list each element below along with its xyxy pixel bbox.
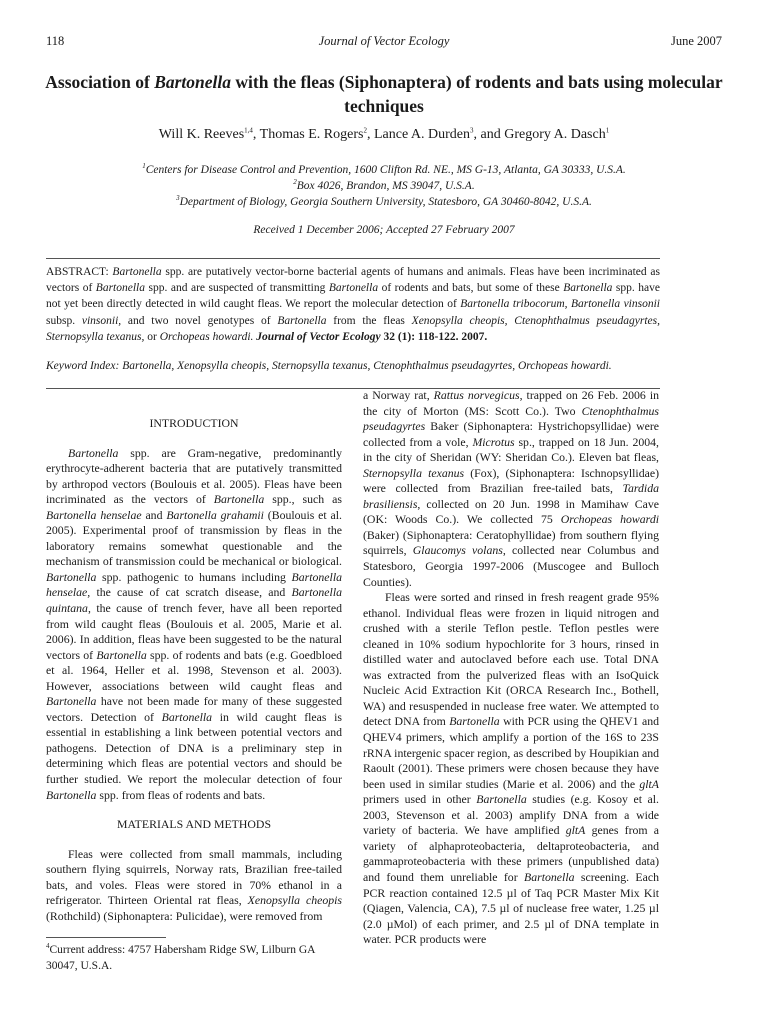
methods-continued-paragraph: a Norway rat, Rattus norvegicus, trapped on 26 Feb. 2006 in the city of Morton (MS: Scott Co.). Two Ctenophthalmus pseudagyrtes Baker (Siphonaptera: Hystrichopsyllidae) were collected from a vole, Microtus sp., trapped on 18 Jun. 2004, in the city of Sheridan (WY: Sheridan Co.). Eleven bat fleas, Sternopsylla texanus (Fox), (Siphonaptera: Ischnopsyllidae) were collected from Brazilian free-tailed bats, Tardida brasiliensis, collected on 20 Jun. 1998 in Mamihaw Cave (OK: Woods Co.). We collected 75 Orchopeas howardi (Baker) (Siphonaptera: Ceratophyllidae) from southern flying squirrels, Glaucomys volans, collected near Columbus and Statesboro, Georgia 1997-2006 (Muscogee and Bulloch Counties). (363, 388, 660, 589)
received-dates: Received 1 December 2006; Accepted 27 February 2007 (253, 224, 515, 236)
abstract: ABSTRACT: Bartonella spp. are putatively vector-borne bacterial agents of humans and animals. Fleas have been incriminated as vectors of Bartonella spp. and are suspected of transmitting Bartonella of rodents and bats, but some of these Bartonella spp. have not yet been directly detected in wild caught fleas. We report the molecular detection of Bartonella tribocorum, Bartonella vinsonii subsp. vinsonii, and two novel genotypes of Bartonella from the fleas Xenopsylla cheopis, Ctenophthalmus pseudagyrtes, Sternopsylla texanus, or Orchopeas howardi. Journal of Vector Ecology 32 (1): 118-122. 2007. (46, 266, 660, 343)
running-header (46, 34, 722, 52)
affiliation-1: $^1$Centers for Disease Control and Prevention, 1600 Clifton Rd. NE., MS G-13, Atlanta, GA 30333, U.S.A. (142, 162, 626, 176)
abstract-top-rule (46, 258, 660, 259)
paper-title: Association of Bartonella with the fleas (Siphonaptera) of rodents and bats using molecular techniques (45, 72, 723, 116)
affiliations (40, 162, 728, 210)
affiliation-3: $^3$Department of Biology, Georgia Southern University, Statesboro, GA 30460-8042, U.S.A. (176, 194, 592, 208)
methods-paragraph: Fleas were collected from small mammals, including southern flying squirrels, Norway rats, Brazilian free-tailed bats, and voles. Fleas were stored in 70% ethanol in a refrigerator. Thirteen Oriental rat fleas, Xenopsylla cheopis (Rothchild) (Siphonaptera: Pulicidae), were removed from (46, 846, 342, 923)
journal-name: Journal of Vector Ecology (318, 34, 450, 48)
introduction-heading: INTRODUCTION (149, 416, 239, 430)
footnote: $^4$Current address: 4757 Habersham Ridge SW, Lilburn GA 30047, U.S.A. (46, 942, 315, 972)
author-list: Will K. Reeves$^{1,4}$, Thomas E. Rogers$^2$, Lance A. Durden$^3$, and Gregory A. Dasch$^1$ (158, 126, 610, 142)
right-column (363, 388, 659, 948)
page-number: 118 (46, 34, 65, 48)
issue-date: June 2007 (670, 34, 722, 48)
footnote-rule (46, 937, 166, 938)
dna-extraction-paragraph: Fleas were sorted and rinsed in fresh reagent grade 95% ethanol. Individual fleas were frozen in liquid nitrogen and crushed with a sterile Teflon pestle. Teflon pestles were cleaned in 10% sodium hypochlorite for 3 hours, rinsed in distilled water and autoclaved before each use. Total DNA was extracted from the pulverized fleas with an IsoQuick Nucleic Acid Extraction Kit (ORCA Research Inc., Bothell, WA) and resuspended in nuclease free water. We attempted to detect DNA from Bartonella with PCR using the QHEV1 and QHEV4 primers, which amplify a portion of the 16S to 23S rRNA intergenic spacer region, as described by Houpikian and Raoult (2001). These primers were chosen because they have been used in similar studies (Marie et al. 2006) and the gltA primers used in other Bartonella studies (e.g. Kosoy et al. 2003, Stevenson et al. 2003) amplify DNA from a wide variety of bacteria. We have amplified gltA genes from a variety of alphaproteobacteria, deltaproteobacteria, and gammaproteobacteria with these primers (unpublished data) and found them unreliable for Bartonella screening. Each PCR reaction contained 12.5 µl of Taq PCR Master Mix Kit (Qiagen, Valencia, CA), 7.5 µl of nuclease free water, 1.25 µl (2.0 µMol) of each primer, and 2.5 µl of DNA template in water. PCR products were (363, 590, 660, 947)
affiliation-2: $^2$Box 4026, Brandon, MS 39047, U.S.A. (293, 178, 475, 192)
methods-heading: MATERIALS AND METHODS (116, 817, 272, 832)
introduction-paragraph: Bartonella spp. are Gram-negative, predominantly erythrocyte-adherent bacteria that are putatively transmitted by arthropod vectors (Boulouis et al. 2005). Fleas have been incriminated as the vectors of Bartonella spp., such as Bartonella henselae and Bartonella grahamii (Boulouis et al. 2005). Experimental proof of transmission by fleas in the laboratory remains somewhat questionable and the mechanism of transmission could be mechanical or biological. Bartonella spp. pathogenic to humans including Bartonella henselae, the cause of cat scratch disease, and Bartonella quintana, the cause of trench fever, have all been reported from wild caught fleas (Boulouis et al. 2005, Marie et al. 2006). In addition, fleas have been suggested to be the natural vectors of Bartonella spp. of rodents and bats (e.g. Goedbloed et al. 1964, Heller et al. 1998, Stevenson et al. 2003). However, associations between wild caught fleas and Bartonella have not been made for many of these suggested vectors. Detection of Bartonella in wild caught fleas is essential in establishing a link between potential vectors and pathogens. Detection of DNA is a preliminary step in determining which fleas are potential vectors and should be further studied. We report the molecular detection of four Bartonella spp. from fleas of rodents and bats. (46, 445, 343, 802)
left-column (46, 416, 342, 924)
keyword-index: Keyword Index: Bartonella, Xenopsylla cheopis, Sternopsylla texanus, Ctenophthalmus pseudagyrtes, Orchopeas howardi. (46, 360, 612, 372)
